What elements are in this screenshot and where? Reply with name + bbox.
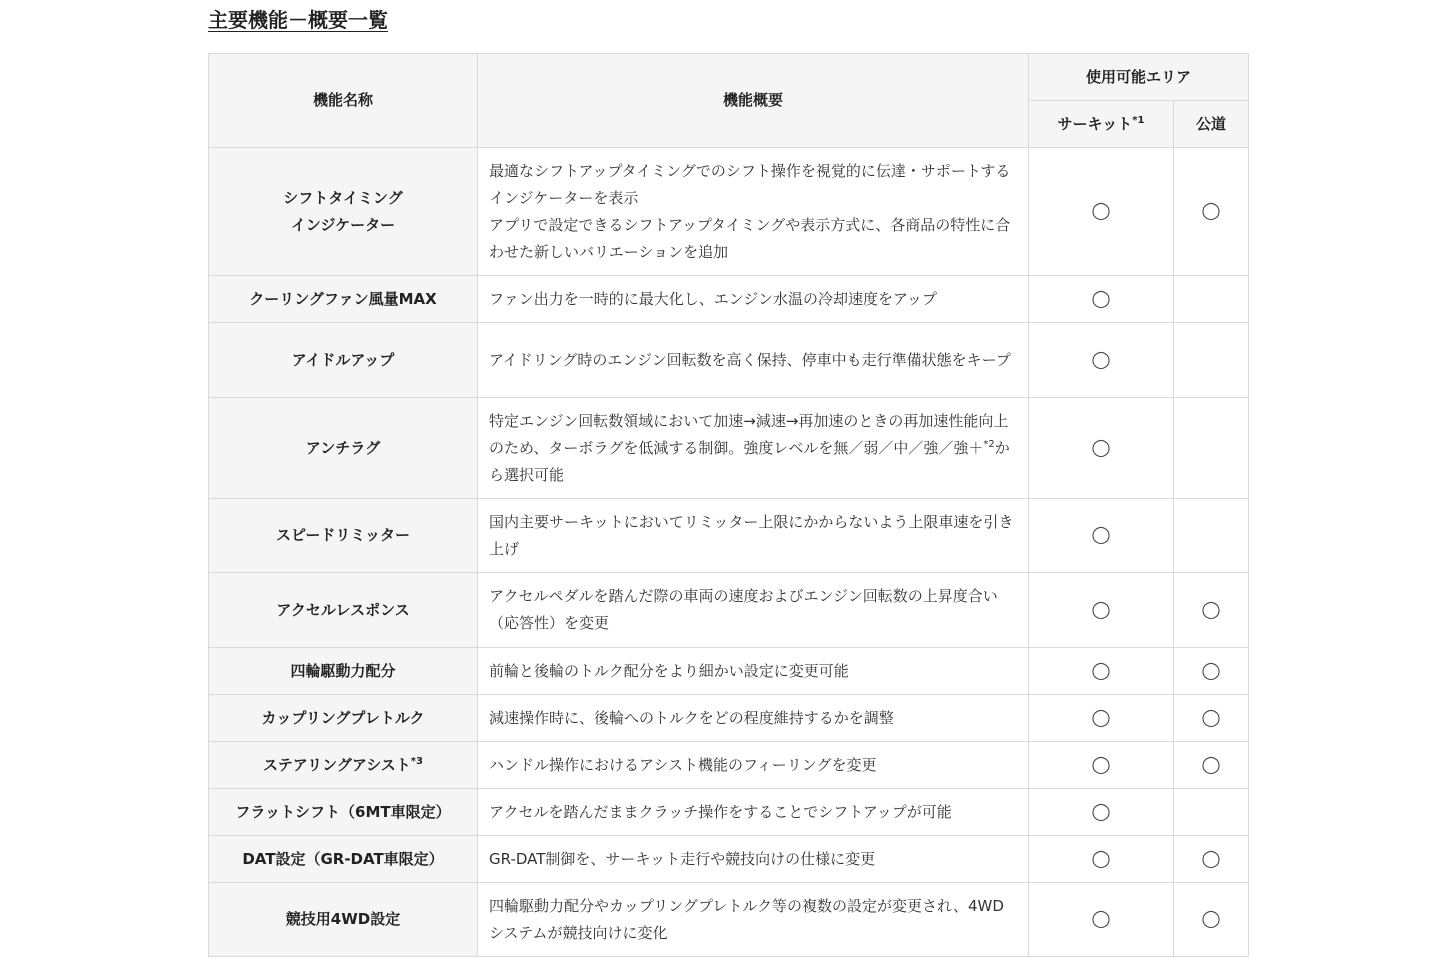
feature-name: スピードリミッター (209, 499, 478, 573)
feature-name: フラットシフト（6MT車限定） (209, 789, 478, 836)
feature-name: DAT設定（GR-DAT車限定） (209, 836, 478, 883)
road-mark: ◯ (1174, 573, 1249, 648)
road-mark (1174, 499, 1249, 573)
feature-summary: 前輪と後輪のトルク配分をより細かい設定に変更可能 (478, 648, 1029, 695)
feature-table (208, 53, 1249, 957)
header-feature-name: 機能名称 (209, 54, 478, 148)
circuit-mark: ◯ (1029, 323, 1174, 398)
header-public-road: 公道 (1174, 101, 1249, 148)
name-footnote: *3 (410, 755, 423, 767)
circuit-mark: ◯ (1029, 573, 1174, 648)
feature-name: シフトタイミング インジケーター (209, 148, 478, 276)
table-row (209, 398, 1249, 499)
feature-summary: ハンドル操作におけるアシスト機能のフィーリングを変更 (478, 742, 1029, 789)
road-mark (1174, 323, 1249, 398)
feature-summary: 国内主要サーキットにおいてリミッター上限にかからないよう上限車速を引き上げ (478, 499, 1029, 573)
feature-name: クーリングファン風量MAX (209, 276, 478, 323)
table-row (209, 276, 1249, 323)
table-body (209, 148, 1249, 957)
table-row (209, 695, 1249, 742)
feature-name: アンチラグ (209, 398, 478, 499)
road-mark (1174, 276, 1249, 323)
road-mark: ◯ (1174, 836, 1249, 883)
table-row (209, 499, 1249, 573)
circuit-mark: ◯ (1029, 836, 1174, 883)
road-mark: ◯ (1174, 148, 1249, 276)
header-feature-summary: 機能概要 (478, 54, 1029, 148)
road-mark: ◯ (1174, 883, 1249, 957)
feature-name: 競技用4WD設定 (209, 883, 478, 957)
circuit-mark: ◯ (1029, 499, 1174, 573)
feature-name: アクセルレスポンス (209, 573, 478, 648)
circuit-mark: ◯ (1029, 789, 1174, 836)
feature-summary: アクセルを踏んだままクラッチ操作をすることでシフトアップが可能 (478, 789, 1029, 836)
feature-name: 四輪駆動力配分 (209, 648, 478, 695)
feature-name: カップリングプレトルク (209, 695, 478, 742)
table-row (209, 789, 1249, 836)
circuit-mark: ◯ (1029, 695, 1174, 742)
circuit-mark: ◯ (1029, 742, 1174, 789)
table-row (209, 883, 1249, 957)
feature-summary: アクセルペダルを踏んだ際の車両の速度およびエンジン回転数の上昇度合い（応答性）を変更 (478, 573, 1029, 648)
table-row (209, 148, 1249, 276)
table-row (209, 836, 1249, 883)
feature-summary-text: 特定エンジン回転数領域において加速→減速→再加速のときの再加速性能向上のため、ターボラグを低減する制御。強度レベルを無／弱／中／強／強＋ (489, 411, 1009, 457)
circuit-mark: ◯ (1029, 883, 1174, 957)
feature-summary: 四輪駆動力配分やカップリングプレトルク等の複数の設定が変更され、4WDシステムが競技向けに変化 (478, 883, 1029, 957)
road-mark: ◯ (1174, 648, 1249, 695)
feature-name-text: ステアリングアシスト (263, 755, 411, 774)
table-row (209, 742, 1249, 789)
header-circuit-footnote: *1 (1132, 114, 1145, 126)
feature-summary: 最適なシフトアップタイミングでのシフト操作を視覚的に伝達・サポートするインジケーターを表示 アプリで設定できるシフトアップタイミングや表示方式に、各商品の特性に合わせた新しいバリエーションを追加 (478, 148, 1029, 276)
feature-summary: GR-DAT制御を、サーキット走行や競技向けの仕様に変更 (478, 836, 1029, 883)
circuit-mark: ◯ (1029, 398, 1174, 499)
header-usable-area: 使用可能エリア (1029, 54, 1249, 101)
feature-summary (478, 398, 1029, 499)
circuit-mark: ◯ (1029, 148, 1174, 276)
header-circuit-label: サーキット (1057, 114, 1133, 133)
feature-summary: 減速操作時に、後輪へのトルクをどの程度維持するかを調整 (478, 695, 1029, 742)
circuit-mark: ◯ (1029, 648, 1174, 695)
table-row (209, 573, 1249, 648)
page-title: 主要機能－概要一覧 (208, 8, 388, 32)
table-row (209, 323, 1249, 398)
header-circuit (1029, 101, 1174, 148)
feature-summary: ファン出力を一時的に最大化し、エンジン水温の冷却速度をアップ (478, 276, 1029, 323)
feature-summary-tail: から選択可能 (489, 438, 1010, 484)
road-mark: ◯ (1174, 695, 1249, 742)
feature-name: アイドルアップ (209, 323, 478, 398)
feature-name (209, 742, 478, 789)
road-mark (1174, 398, 1249, 499)
road-mark: ◯ (1174, 742, 1249, 789)
table-header (209, 54, 1249, 148)
summary-footnote: *2 (983, 438, 995, 450)
circuit-mark: ◯ (1029, 276, 1174, 323)
feature-summary: アイドリング時のエンジン回転数を高く保持、停車中も走行準備状態をキープ (478, 323, 1029, 398)
table-row (209, 648, 1249, 695)
road-mark (1174, 789, 1249, 836)
